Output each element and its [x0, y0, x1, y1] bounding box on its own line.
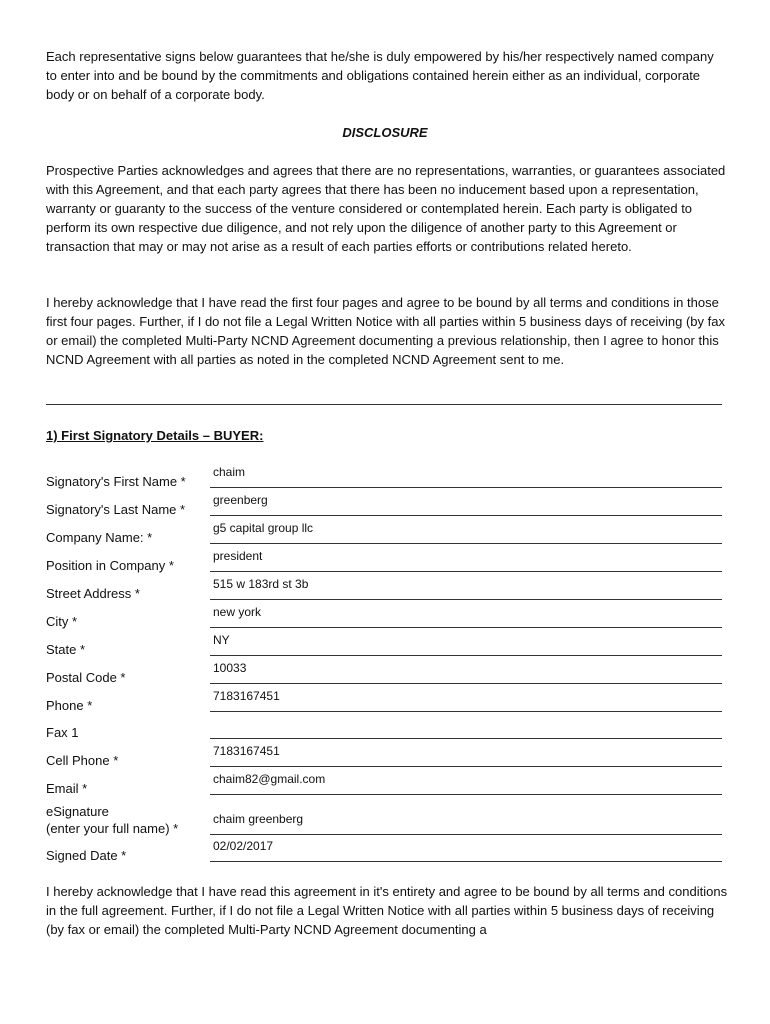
field-row-company-name: [46, 518, 722, 546]
field-label: Company Name: *: [46, 530, 153, 545]
field-label: State *: [46, 642, 86, 657]
field-label: Signatory's First Name *: [46, 474, 186, 489]
field-label: Fax 1: [46, 725, 79, 740]
field-label: Phone *: [46, 698, 93, 713]
city-input[interactable]: new york: [210, 604, 722, 628]
field-row-position: [46, 546, 722, 574]
field-label: Signatory's Last Name *: [46, 502, 186, 517]
email-input[interactable]: chaim82@gmail.com: [210, 771, 722, 795]
field-row-city: [46, 602, 722, 630]
field-row-first-name: [46, 462, 722, 490]
section-title: 1) First Signatory Details – BUYER:: [46, 428, 264, 443]
field-row-email: [46, 769, 722, 797]
fax-input[interactable]: [210, 715, 722, 739]
company-name-input[interactable]: g5 capital group llc: [210, 520, 722, 544]
field-row-postal-code: [46, 658, 722, 686]
state-input[interactable]: NY: [210, 632, 722, 656]
street-address-input[interactable]: 515 w 183rd st 3b: [210, 576, 722, 600]
field-label: Email *: [46, 781, 88, 796]
section-divider: [46, 404, 722, 405]
field-label: Postal Code *: [46, 670, 126, 685]
last-name-input[interactable]: greenberg: [210, 492, 722, 516]
signed-date-input[interactable]: 02/02/2017: [210, 838, 722, 862]
first-name-input[interactable]: chaim: [210, 464, 722, 488]
field-row-last-name: [46, 490, 722, 518]
phone-input[interactable]: 7183167451: [210, 688, 722, 712]
field-row-street-address: [46, 574, 722, 602]
field-row-esignature: [46, 801, 722, 837]
field-label: Signed Date *: [46, 848, 127, 863]
esignature-input[interactable]: chaim greenberg: [210, 811, 722, 835]
acknowledgement-paragraph-2: I hereby acknowledge that I have read this agreement in it's entirety and agree to be bound by all terms and conditions in the full agreement. Further, if I do not file a Legal Written Notice with all parties within 5 business days of receiving (by fax or email) the completed Multi-Party NCND Agreement documenting a: [46, 884, 728, 937]
acknowledgement-paragraph-1: I hereby acknowledge that I have read the first four pages and agree to be bound by all terms and conditions in those first four pages. Further, if I do not file a Legal Written Notice with all parties within 5 business days of receiving (by fax or email) the completed Multi-Party NCND Agreement documenting a previous relationship, then I agree to honor this NCND Agreement with all parties as noted in the completed NCND Agreement sent to me.: [46, 295, 725, 367]
cell-phone-input[interactable]: 7183167451: [210, 743, 722, 767]
postal-code-input[interactable]: 10033: [210, 660, 722, 684]
field-label: City *: [46, 614, 78, 629]
field-label: eSignature (enter your full name) *: [46, 804, 179, 836]
disclosure-heading: DISCLOSURE: [342, 125, 428, 140]
field-label: Position in Company *: [46, 558, 174, 573]
field-row-cell-phone: [46, 741, 722, 769]
field-row-state: [46, 630, 722, 658]
intro-paragraph: Each representative signs below guarantees that he/she is duly empowered by his/her respectively named company to enter into and be bound by the commitments and obligations contained herein either as an individual, corporate body or on behalf of a corporate body.: [46, 49, 714, 102]
disclosure-paragraph: Prospective Parties acknowledges and agrees that there are no representations, warranties, or guarantees associated with this Agreement, and that each party agrees that there has been no inducement based upon a representation, warranty or guaranty to the success of the venture considered or contemplated herein. Each party is obligated to perform its own respective due diligence, and not rely upon the diligence of another party to this Agreement or transaction that may or may not arise as a result of each parties efforts or contributions related hereto.: [46, 163, 726, 254]
field-row-signed-date: [46, 836, 722, 864]
field-row-fax: [46, 713, 722, 741]
position-input[interactable]: president: [210, 548, 722, 572]
field-label: Cell Phone *: [46, 753, 119, 768]
field-label: Street Address *: [46, 586, 140, 601]
field-row-phone: [46, 686, 722, 714]
